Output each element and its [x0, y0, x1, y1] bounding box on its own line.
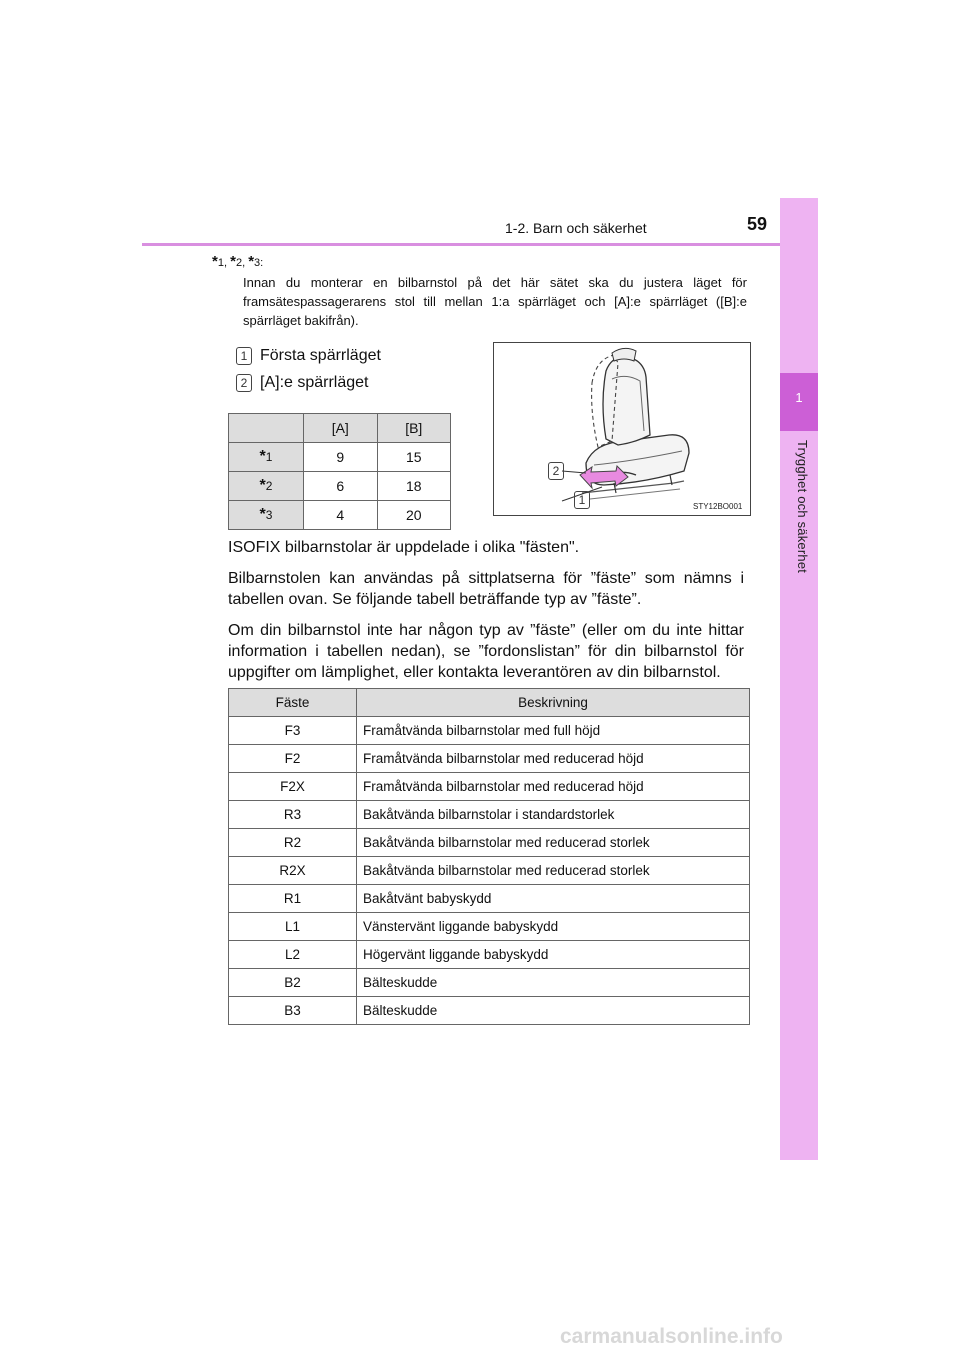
footnote-separator: , — [223, 257, 231, 269]
table-row — [229, 773, 750, 801]
row-header-cell — [229, 501, 304, 530]
table-header-row — [229, 689, 750, 717]
row-header-cell — [229, 472, 304, 501]
footnote-number: 1 — [217, 257, 224, 269]
table-row — [229, 501, 451, 530]
watermark: carmanualsonline.info — [560, 1325, 783, 1348]
anchorage-code-cell: L1 — [229, 913, 357, 941]
table-header-row — [229, 414, 451, 443]
seat-position-table — [228, 413, 451, 530]
seat-drawing — [494, 343, 750, 515]
section-title: 1-2. Barn och säkerhet — [505, 220, 647, 236]
table-row — [229, 472, 451, 501]
seat-illustration — [493, 342, 751, 516]
number-badge: 1 — [236, 347, 252, 365]
anchorage-code-cell: B3 — [229, 997, 357, 1025]
row-number: 2 — [265, 479, 273, 493]
anchorage-code-cell: F2 — [229, 745, 357, 773]
anchorage-description-cell: Bakåtvända bilbarnstolar med reducerad storlek — [357, 829, 750, 857]
footnote-separator: , — [242, 257, 249, 269]
anchorage-code-cell: R2X — [229, 857, 357, 885]
figure-code: STY12BO001 — [693, 502, 743, 511]
anchorage-description-cell: Vänstervänt liggande babyskydd — [357, 913, 750, 941]
table-header-cell — [229, 414, 304, 443]
table-row — [229, 941, 750, 969]
chapter-label: Trygghet och säkerhet — [795, 440, 810, 574]
anchorage-description-cell: Framåtvända bilbarnstolar med reducerad höjd — [357, 773, 750, 801]
legend-item-label: [A]:e spärrläget — [260, 374, 369, 392]
paragraph: Bilbarnstolen kan användas på sittplatserna för ”fäste” som nämns i tabellen ovan. Se följande tabell beträffande typ av ”fäste”. — [228, 570, 744, 608]
anchorage-code-cell: F3 — [229, 717, 357, 745]
anchorage-code-cell: R3 — [229, 801, 357, 829]
row-number: 3 — [265, 508, 273, 522]
anchorage-code-cell: F2X — [229, 773, 357, 801]
asterisk: * — [259, 448, 266, 465]
footnote-star: * — [230, 253, 236, 270]
anchorage-code-cell: R2 — [229, 829, 357, 857]
table-row — [229, 745, 750, 773]
footnote-number: 2 — [235, 257, 243, 269]
footnote-number: 3 — [254, 257, 261, 269]
table-header-cell: [B] — [377, 414, 451, 443]
anchorage-code-cell: B2 — [229, 969, 357, 997]
table-header-cell: [A] — [304, 414, 378, 443]
anchorage-description-cell: Bakåtvända bilbarnstolar med reducerad storlek — [357, 857, 750, 885]
page-number: 59 — [747, 214, 768, 234]
table-cell: 9 — [304, 443, 378, 472]
anchorage-description-cell: Bälteskudde — [357, 969, 750, 997]
footnote-separator: : — [260, 257, 264, 269]
legend-item-2 — [236, 374, 369, 392]
chapter-number: 1 — [795, 390, 803, 405]
row-header-cell — [229, 443, 304, 472]
table-header-cell: Beskrivning — [357, 689, 750, 717]
table-row — [229, 969, 750, 997]
footnote-star: * — [248, 253, 255, 270]
legend-item-1 — [236, 347, 381, 365]
paragraph: ISOFIX bilbarnstolar är uppdelade i olika "fästen". — [228, 539, 580, 556]
anchorage-description-cell: Framåtvända bilbarnstolar med full höjd — [357, 717, 750, 745]
footnote-star: * — [212, 253, 218, 270]
number-badge: 2 — [236, 374, 252, 392]
table-row — [229, 829, 750, 857]
table-header-cell: Fäste — [229, 689, 357, 717]
footnote-markers — [212, 253, 263, 270]
anchorage-description-cell: Bakåtvänt babyskydd — [357, 885, 750, 913]
anchorage-code-cell: L2 — [229, 941, 357, 969]
body-text — [228, 537, 744, 693]
table-row — [229, 885, 750, 913]
anchorage-description-cell: Bälteskudde — [357, 997, 750, 1025]
anchorage-table-body — [229, 717, 750, 1025]
table-cell: 18 — [377, 472, 451, 501]
paragraph: Om din bilbarnstol inte har någon typ av ”fäste” (eller om du inte hittar information i tabellen nedan), se ”fordonslistan” för din bilbarnstol för uppgifter om lämplighet, eller kontakta leverantören av din bilbarnstol. — [228, 622, 744, 681]
table-row — [229, 913, 750, 941]
footnote-text: Innan du monterar en bilbarnstol på det här sätet ska du justera läget för framsätespassagerarens stol till mellan 1:a spärrläget och [A]:e spärrläget ([B]:e spärrläget bakifrån). — [243, 275, 747, 328]
table-cell: 4 — [304, 501, 378, 530]
row-number: 1 — [265, 450, 273, 464]
legend-item-label: Första spärrläget — [260, 347, 381, 365]
anchorage-description-cell: Högervänt liggande babyskydd — [357, 941, 750, 969]
callout-1: 1 — [574, 491, 590, 509]
chapter-side-tab[interactable] — [780, 198, 818, 1160]
asterisk: * — [259, 506, 266, 523]
table-row — [229, 997, 750, 1025]
table-row — [229, 443, 451, 472]
table-row — [229, 857, 750, 885]
header-divider — [142, 243, 818, 246]
anchorage-description-cell: Framåtvända bilbarnstolar med reducerad höjd — [357, 745, 750, 773]
table-row — [229, 717, 750, 745]
asterisk: * — [259, 477, 266, 494]
callout-2: 2 — [548, 462, 564, 480]
anchorage-description-cell: Bakåtvända bilbarnstolar i standardstorlek — [357, 801, 750, 829]
table-row — [229, 801, 750, 829]
table-cell: 20 — [377, 501, 451, 530]
anchorage-table — [228, 688, 750, 1025]
table-cell: 6 — [304, 472, 378, 501]
table-cell: 15 — [377, 443, 451, 472]
anchorage-code-cell: R1 — [229, 885, 357, 913]
